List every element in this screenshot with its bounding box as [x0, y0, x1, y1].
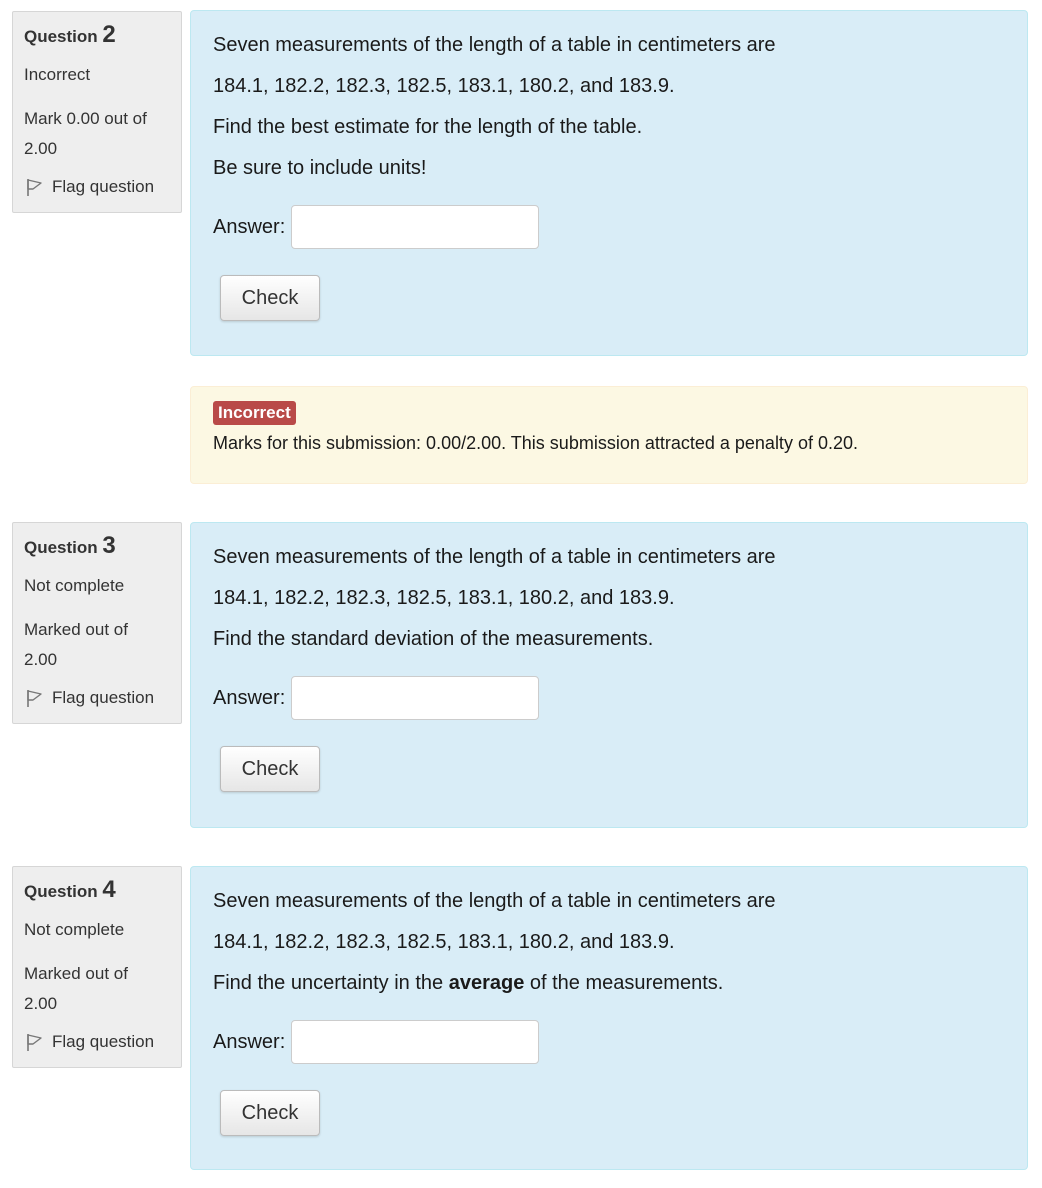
- incorrect-badge: Incorrect: [213, 401, 296, 425]
- question-text-part: of the measurements.: [524, 972, 724, 994]
- question-2-formulation: [190, 10, 1028, 356]
- flag-label: Flag question: [52, 1032, 155, 1051]
- grade-line-1: Marked out of: [24, 964, 128, 983]
- question-number: 3: [102, 532, 116, 559]
- grade-line-2: 2.00: [24, 139, 58, 158]
- flag-label: Flag question: [52, 688, 155, 707]
- question-4-formulation: [190, 866, 1028, 1170]
- question-4-grade: [24, 959, 170, 1019]
- question-3-info: [12, 522, 182, 724]
- question-text-line: Seven measurements of the length of a table in centimeters are: [213, 34, 776, 56]
- question-label: Question: [24, 882, 98, 901]
- grade-line-1: Mark 0.00 out of: [24, 109, 147, 128]
- question-text-line: 184.1, 182.2, 182.3, 182.5, 183.1, 180.2, and 183.9.: [213, 75, 675, 97]
- answer-label: Answer:: [213, 686, 286, 709]
- question-2-info: [12, 11, 182, 213]
- question-number: 4: [102, 876, 116, 903]
- question-text-line: 184.1, 182.2, 182.3, 182.5, 183.1, 180.2, and 183.9.: [213, 931, 675, 953]
- question-4-check-button[interactable]: Check: [220, 1090, 320, 1136]
- question-text-line: Seven measurements of the length of a table in centimeters are: [213, 546, 776, 568]
- grade-line-1: Marked out of: [24, 620, 128, 639]
- question-text-line: 184.1, 182.2, 182.3, 182.5, 183.1, 180.2, and 183.9.: [213, 587, 675, 609]
- question-3-state: Not complete: [24, 576, 125, 595]
- question-text-emphasis: average: [448, 972, 525, 994]
- question-text-line: [213, 963, 1005, 1004]
- question-text-line: Find the best estimate for the length of the table.: [213, 116, 643, 138]
- answer-row: [213, 205, 1005, 249]
- question-2-feedback: [190, 386, 1028, 484]
- answer-label: Answer:: [213, 1030, 286, 1053]
- flag-icon: [24, 1032, 44, 1052]
- question-4-state: Not complete: [24, 920, 125, 939]
- question-number: 2: [102, 21, 116, 48]
- question-2-grade: [24, 104, 170, 164]
- answer-row: [213, 1020, 1005, 1064]
- question-3-flag-button[interactable]: [24, 687, 170, 709]
- question-2-answer-input[interactable]: [291, 205, 539, 249]
- question-4-number: [24, 876, 170, 903]
- question-text-line: Be sure to include units!: [213, 157, 427, 179]
- flag-icon: [24, 177, 44, 197]
- question-text-line: Seven measurements of the length of a table in centimeters are: [213, 890, 776, 912]
- question-4-info: [12, 866, 182, 1068]
- question-2-state: Incorrect: [24, 65, 91, 84]
- answer-label: Answer:: [213, 215, 286, 238]
- grade-line-2: 2.00: [24, 994, 58, 1013]
- question-2-number: [24, 21, 170, 48]
- question-3-grade: [24, 615, 170, 675]
- question-2-check-button[interactable]: Check: [220, 275, 320, 321]
- question-text-part: Find the uncertainty in the: [213, 972, 449, 994]
- question-4-answer-input[interactable]: [291, 1020, 539, 1064]
- question-label: Question: [24, 538, 98, 557]
- question-text-line: Find the standard deviation of the measurements.: [213, 628, 654, 650]
- question-label: Question: [24, 27, 98, 46]
- question-4-flag-button[interactable]: [24, 1031, 170, 1053]
- question-3-formulation: [190, 522, 1028, 828]
- flag-label: Flag question: [52, 177, 155, 196]
- question-3-check-button[interactable]: Check: [220, 746, 320, 792]
- question-3-answer-input[interactable]: [291, 676, 539, 720]
- grade-line-2: 2.00: [24, 650, 58, 669]
- question-3-number: [24, 532, 170, 559]
- feedback-text: Marks for this submission: 0.00/2.00. This submission attracted a penalty of 0.20.: [213, 433, 858, 453]
- question-2-flag-button[interactable]: [24, 176, 170, 198]
- answer-row: [213, 676, 1005, 720]
- flag-icon: [24, 688, 44, 708]
